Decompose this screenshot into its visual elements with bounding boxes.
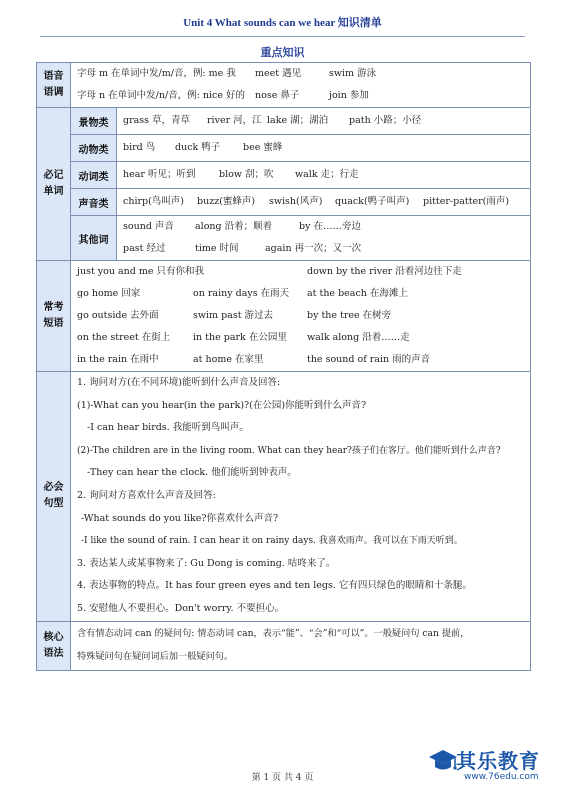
phrases-content [71, 261, 531, 372]
word-group-items [117, 108, 531, 135]
word-group-label: 景物类 [71, 108, 117, 135]
word-item: river 河，江 [207, 115, 262, 126]
word-group-items [117, 162, 531, 189]
category-label-sentences: 必会 句型 [37, 372, 71, 622]
title-divider [40, 36, 525, 37]
phonics-item: nose 鼻子 [255, 90, 300, 101]
phrases-row [37, 261, 531, 372]
category-label-grammar: 核心 语法 [37, 621, 71, 670]
phrase-item: in the park 在公园里 [193, 332, 287, 343]
phrase-item: by the tree 在树旁 [307, 310, 392, 321]
phrase-item: go home 回家 [77, 288, 141, 299]
sentence-line: -I like the sound of rain. I can hear it on rainy days. 我喜欢雨声。我可以在下雨天听到。 [81, 536, 463, 547]
knowledge-table [36, 62, 531, 671]
word-item: swish(风声) [269, 196, 323, 207]
grammar-content [71, 621, 531, 670]
word-item: duck 鸭子 [175, 142, 221, 153]
phonics-item: 字母 m 在单词中发/m/音，例: me 我 [77, 68, 236, 79]
brand-logo [428, 745, 558, 785]
phrase-item: on rainy days 在雨天 [193, 288, 290, 299]
sentence-line: 2. 询问对方喜欢什么声音及回答: [77, 489, 216, 501]
word-group-label: 动词类 [71, 162, 117, 189]
phrase-item: swim past 游过去 [193, 310, 274, 321]
word-item: quack(鸭子叫声) [335, 196, 410, 207]
sentence-line: 4. 表达事物的特点。It has four green eyes and ten legs. 它有四只绿色的眼睛和十条腿。 [77, 580, 472, 592]
phrase-item: at home 在家里 [193, 354, 264, 365]
word-item: chirp(鸟叫声) [123, 196, 185, 207]
phrase-item: go outside 去外面 [77, 310, 159, 321]
words-row-other [37, 216, 531, 261]
phrase-item: at the beach 在海滩上 [307, 288, 408, 299]
word-item: by 在……旁边 [299, 221, 361, 232]
phrase-item: down by the river 沿着河边往下走 [307, 266, 462, 277]
word-item: again 再一次；又一次 [265, 243, 362, 254]
sentence-line: (1)-What can you hear(in the park)?(在公园)你能听到什么声音? [77, 399, 367, 411]
sentences-content [71, 372, 531, 622]
word-item: pitter-patter(雨声) [423, 196, 510, 207]
page-number: 第 1 页 共 4 页 [251, 773, 314, 783]
words-row-verbs [37, 162, 531, 189]
word-item: bird 鸟 [123, 142, 156, 153]
word-item: time 时间 [195, 243, 239, 254]
brand-url: www.76edu.com [464, 772, 539, 782]
graduation-cap-icon [428, 747, 458, 777]
phrase-item: walk along 沿着……走 [307, 332, 410, 343]
words-row-animals [37, 135, 531, 162]
document-title: Unit 4 What sounds can we hear 知识清单 [183, 17, 382, 29]
word-item: blow 刮；吹 [219, 169, 274, 180]
phonics-item: swim 游泳 [329, 68, 377, 79]
brand-name: 其乐教育 [456, 749, 540, 773]
phonics-content [71, 63, 531, 108]
phrase-item: on the street 在街上 [77, 332, 171, 343]
word-item: buzz(蜜蜂声) [197, 196, 256, 207]
sentence-line: -I can hear birds. 我能听到鸟叫声。 [87, 422, 249, 434]
word-item: bee 蜜蜂 [243, 142, 283, 153]
sentence-line: -They can hear the clock. 他们能听到钟表声。 [87, 467, 297, 479]
word-item: hear 听见；听到 [123, 169, 196, 180]
grammar-line: 特殊疑问句在疑问词后加一般疑问句。 [77, 650, 234, 662]
word-item: path 小路；小径 [349, 115, 422, 126]
sentence-line: -What sounds do you like?你喜欢什么声音? [81, 512, 279, 524]
word-item: grass 草，青草 [123, 115, 191, 126]
phonics-item: meet 遇见 [255, 68, 302, 79]
word-group-items [117, 189, 531, 216]
words-row-scenery [37, 108, 531, 135]
grammar-line: 含有情态动词 can 的疑问句: 情态动词 can，表示“能”、“会”和“可以”。一般疑问句 can 提前， [77, 627, 470, 639]
word-group-label: 声音类 [71, 189, 117, 216]
phrase-item: the sound of rain 雨的声音 [307, 354, 431, 365]
grammar-row [37, 621, 531, 670]
word-group-items [117, 135, 531, 162]
sentences-row [37, 372, 531, 622]
word-item: sound 声音 [123, 221, 174, 232]
phonics-item: 字母 n 在单词中发/n/音，例: nice 好的 [77, 90, 246, 101]
sentence-line: (2)-The children are in the living room. What can they hear?孩子们在客厅。他们能听到什么声音? [77, 445, 501, 456]
word-item: past 经过 [123, 243, 166, 254]
sentence-line: 3. 表达某人或某事物来了: Gu Dong is coming. 咕咚来了。 [77, 557, 336, 569]
phrase-item: in the rain 在雨中 [77, 354, 159, 365]
word-group-items [117, 216, 531, 261]
section-heading: 重点知识 [260, 46, 305, 59]
word-group-label: 动物类 [71, 135, 117, 162]
word-group-label: 其他词 [71, 216, 117, 261]
category-label-phonics: 语音 语调 [37, 63, 71, 108]
phrase-item: just you and me 只有你和我 [77, 266, 205, 277]
word-item: lake 湖；湖泊 [267, 115, 329, 126]
sentence-line: 5. 安慰他人不要担心。Don't worry. 不要担心。 [77, 602, 285, 614]
category-label-phrases: 常考 短语 [37, 261, 71, 372]
phonics-row [37, 63, 531, 108]
words-row-sounds [37, 189, 531, 216]
phonics-item: join 参加 [329, 90, 369, 101]
sentence-line: 1. 询问对方(在不同环境)能听到什么声音及回答: [77, 377, 281, 388]
word-item: along 沿着；顺着 [195, 221, 273, 232]
category-label-words: 必记 单词 [37, 108, 71, 261]
word-item: walk 走；行走 [295, 169, 359, 180]
